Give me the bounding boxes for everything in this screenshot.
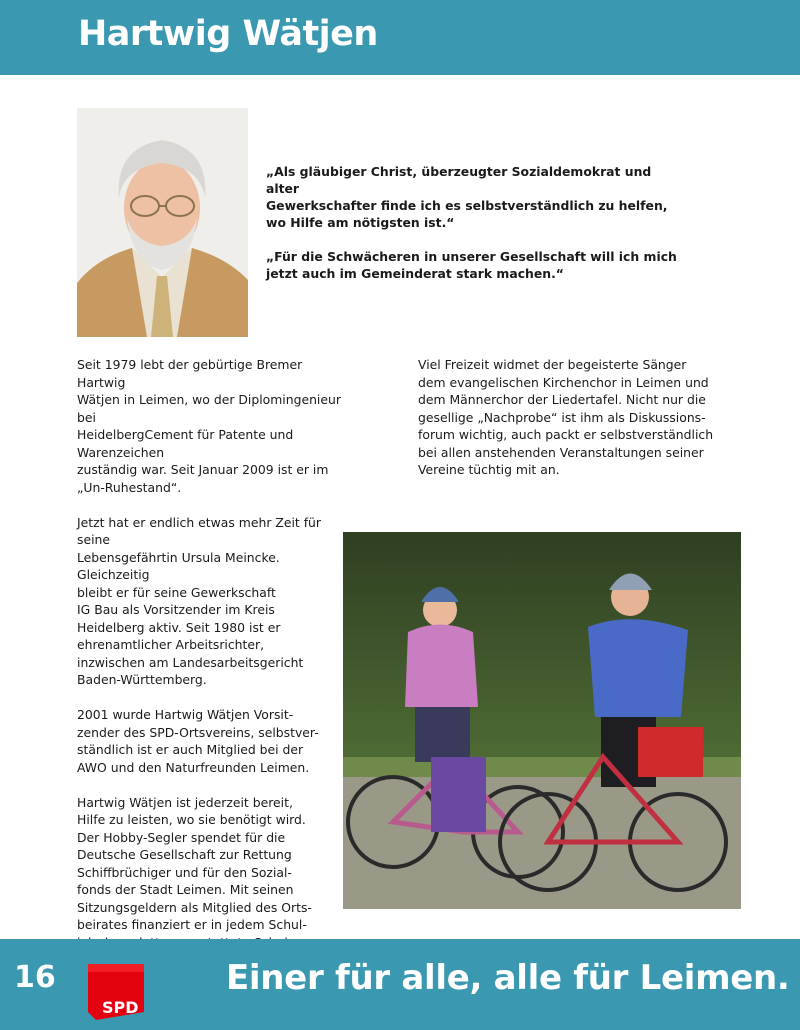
paragraph-spd: 2001 wurde Hartwig Wätjen Vorsit- zender des SPD-Ortsvereins, selbstver- ständlich ist er auch Mitglied bei der AWO und den Naturfreunden Leimen. — [77, 707, 319, 775]
page-title: Hartwig Wätjen — [78, 14, 378, 54]
spd-logo-text: SPD — [102, 998, 139, 1017]
right-column-text — [418, 356, 738, 496]
left-column-text — [77, 356, 347, 1004]
page-number: 16 — [14, 960, 56, 995]
paragraph-charity: Hartwig Wätjen ist jederzeit bereit, Hilfe zu leisten, wo sie benötigt wird. Der Hobby-Segler spendet für die Deutsche Gesellschaft zur Rettung Schiffbrüchiger und für den Sozial- fonds der Stadt Leimen. Mit seinen Sitzungsgeldern als Mitglied des Orts- beirates finanziert er in jedem Schul- — [77, 794, 312, 932]
quote-block — [266, 163, 686, 299]
paragraph-union: Jetzt hat er endlich etwas mehr Zeit für seine Lebensgefährtin Ursula Meincke. Gleichzeitig bleibt er für seine Gewerkschaft IG Bau als Vorsitzender im Kreis Heidelberg aktiv. Seit 1980 ist er ehrenamtlicher Arbeitsrichter, inzwischen am Landesarbeitsgericht Baden-Württemberg. — [77, 514, 322, 687]
portrait-photo — [77, 108, 248, 337]
slogan: Einer für alle, alle für Leimen. — [226, 958, 790, 998]
quote-2: „Für die Schwächeren in unserer Gesellschaft will ich mich jetzt auch im Gemeinderat stark machen.“ — [266, 249, 677, 281]
cycling-photo — [343, 532, 741, 909]
paragraph-biography: Seit 1979 lebt der gebürtige Bremer Hartwig Wätjen in Leimen, wo der Diplomingenieur bei HeidelbergCement für Patente und Warenzeichen zuständig war. Seit Januar 2009 ist er im „Un-Ruhestand“. — [77, 357, 341, 495]
cycling-illustration — [343, 532, 741, 909]
paragraph-choir: Viel Freizeit widmet der begeisterte Sänger dem evangelischen Kirchenchor in Leimen und dem Männerchor der Liedertafel. Nicht nur die gesellige „Nachprobe“ ist ihm als Diskussions- forum wichtig, auch packt er selbstverständlich bei allen anstehenden Veranstaltungen seiner Vereine tüchtig mit an. — [418, 357, 714, 477]
spd-logo-icon — [82, 958, 150, 1026]
portrait-illustration — [77, 108, 248, 337]
quote-1: „Als gläubiger Christ, überzeugter Sozialdemokrat und alter Gewerkschafter finde ich es selbstverständlich zu helfen, wo Hilfe am nötigsten ist.“ — [266, 164, 668, 230]
